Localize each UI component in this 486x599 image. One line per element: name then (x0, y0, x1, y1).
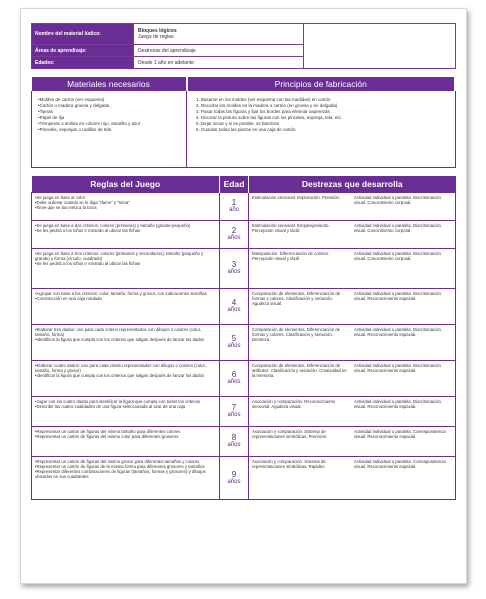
age-cell (220, 456, 249, 499)
age-unit: años (227, 442, 241, 448)
age-unit: años (227, 478, 241, 485)
rule-item: • Se juega en base al color (35, 195, 216, 200)
age-number: 5 (231, 334, 237, 343)
rules-cell (32, 360, 220, 396)
name-value (134, 24, 304, 45)
age-cell (220, 324, 249, 360)
age-number: 3 (231, 260, 237, 269)
rules-cell (32, 192, 220, 220)
skills-text: Comparación de elementos. Diferenciación de formas y colores. Clasificación y seriación. Destreza. (252, 326, 341, 343)
rules-cell (32, 456, 220, 499)
edades-value: Desde 1 año en adelante (134, 57, 304, 69)
rules-body (32, 192, 456, 499)
table-row (32, 456, 456, 499)
destrezas-columns (252, 195, 452, 206)
destrezas-cell (249, 360, 456, 396)
areas-text: Actividad individual o paralela. Discriminación visual. Conocimiento corporal. (354, 250, 441, 261)
age-unit: años (227, 235, 241, 241)
age-number: 2 (231, 226, 237, 235)
rule-item: • Debe ordenar cuando se le diga "dame" y "toma" (35, 200, 216, 205)
image-placeholder (304, 24, 456, 69)
rules-list (35, 195, 216, 211)
skills-text: Estimulación sensorial. Exploración. Prensión. (252, 194, 341, 200)
areas-text: Actividad individual o paralela. Discriminación visual. Reconocimiento espacial. (354, 362, 441, 373)
age-cell (220, 220, 249, 248)
age-number: 1 (231, 198, 237, 207)
rules-cell (32, 248, 220, 288)
materiales-item: • Témperas o anilina en colores rojo, amarillo y azul (38, 121, 180, 127)
age-unit: años (227, 307, 241, 313)
rule-item: • Jugar con los cuatro dados para identificar la figura que cumpla con todos los criterios (35, 399, 216, 404)
destrezas-cell (249, 324, 456, 360)
rules-list (35, 363, 216, 379)
name-value-title: Bloques lógicos (138, 28, 177, 34)
destrezas-cell (249, 426, 456, 456)
table-row (32, 324, 456, 360)
destrezas-cell (249, 288, 456, 324)
areas-text: Actividad individual o paralela. Discriminación visual. Reconocimiento espacial. (354, 290, 441, 301)
age-number: 9 (231, 469, 237, 479)
table-row (32, 288, 456, 324)
materiales-list (38, 97, 180, 133)
principios-list (193, 97, 449, 133)
rules-cell (32, 324, 220, 360)
table-row (32, 192, 456, 220)
rule-item: • Se juega en base a dos criterios: colores (primarios) y tamaño (grande-pequeño) (35, 223, 216, 228)
destrezas-columns (252, 327, 452, 343)
destrezas-cell (249, 220, 456, 248)
principios-item: 1. Basarse en los moldes (ver esquema con las medidas) en cartón (201, 97, 449, 103)
age-cell (220, 426, 249, 456)
rule-item: • Representar diferentes combinaciones de figuras (tamaños, formas y grosores) y dibujos ubicados en sus cuadrantes (35, 469, 216, 480)
col-destrezas-header: Destrezas que desarrolla (249, 176, 456, 193)
document-page (20, 8, 467, 584)
rules-list (35, 291, 216, 302)
destrezas-columns (252, 459, 452, 470)
rule-item: • Se les pedirá a los niños ir mirando al ubicar las fichas (35, 261, 216, 266)
rule-item: • Describir las cuatro cualidades de una figura seleccionada al azar de una caja (35, 404, 216, 409)
rule-item: • Construcción en una caja rotulada (35, 296, 216, 301)
table-row (32, 220, 456, 248)
destrezas-columns (252, 251, 452, 262)
rules-cell (32, 288, 220, 324)
skills-text: Asociación y comparación. Reconocimiento sensorial. Agudeza visual. (252, 398, 336, 409)
areas-text: Actividad individual o paralela. Discriminación visual. Conocimiento corporal. (354, 222, 441, 233)
skills-text: Asociación y comparación. Sistema de representaciones simbólicas. Precisión. (252, 428, 328, 439)
areas-text: Actividad individual o paralela. Discriminación visual. Reconocimiento espacial. (354, 326, 441, 337)
age-cell (220, 396, 249, 426)
materials-principles-table (31, 77, 456, 168)
rules-table (31, 176, 456, 500)
rule-item: • Representar un cartón de figuras del mismo color para diferentes grosores (35, 434, 216, 439)
table-row (32, 426, 456, 456)
areas-text: Actividad individual o paralela. Correspondencia visual. Reconocimiento espacial. (354, 428, 446, 439)
age-cell (220, 288, 249, 324)
destrezas-cell (249, 456, 456, 499)
rule-item: • Identificar la figura que cumpla con los criterios que salgan después de lanzar los dados (35, 337, 216, 342)
rule-item: • Se les pedirá a los niños ir mirando al ubicar las fichas (35, 228, 216, 233)
destrezas-columns (252, 399, 452, 410)
principios-item: 5. Dejar secar y si es posible, se barnizan (201, 121, 449, 127)
rule-item: • Identificar la figura que cumpla con los criterios que salgan después de lanzar los dados (35, 373, 216, 378)
rules-cell (32, 220, 220, 248)
areas-label: Áreas de aprendizaje: (32, 45, 134, 57)
materiales-cell (32, 91, 187, 167)
col-edad-header: Edad (220, 176, 249, 193)
principios-heading: Principios de fabricación (187, 77, 456, 91)
age-unit: años (227, 412, 241, 418)
areas-text: Actividad individual o paralela. Discriminación visual. Reconocimiento espacial. (354, 398, 441, 409)
areas-text: Actividad individual o paralela. Correspondencia visual. Reconocimiento espacial. (354, 458, 446, 469)
age-number: 6 (231, 370, 237, 379)
rules-list (35, 327, 216, 343)
rule-item: • Elaborar tres dados: uno para cada criterio representados con dibujos o colores (color, tamaño, forma) (35, 327, 216, 338)
edades-label: Edades: (32, 57, 134, 69)
skills-text: Manipulación. Diferenciación de colores. Percepción visual y táctil. (252, 250, 330, 261)
age-number: 4 (231, 298, 237, 307)
header-table (31, 23, 456, 69)
materiales-item: • Cartón o madera gruesa y delgada (38, 103, 180, 109)
materiales-heading: Materiales necesarios (32, 77, 187, 91)
rule-item: • Se juega en base a tres criterios: colores (primarios y secundarios), tamaño (pequeño y grande) y forma (círculo, cuadrado) (35, 251, 216, 262)
materiales-item: • Pinceles, esponjas o rodillos de tela (38, 127, 180, 133)
materiales-item: • Tijeras (38, 109, 180, 115)
rules-list (35, 223, 216, 234)
principios-item: 3. Pasar todas las figuras y lijar los bordes para eliminar asperezas (201, 109, 449, 115)
rule-item: • Elaborar cuatro dados: uno para cada criterio representados con dibujos o colores (color, tamaño, forma y grosor) (35, 363, 216, 374)
age-cell (220, 192, 249, 220)
rules-list (35, 459, 216, 480)
areas-value: Destrezas del aprendizaje (134, 45, 304, 57)
skills-text: Asociación y comparación. Sistema de representaciones simbólicas. Rapidez. (252, 458, 326, 469)
destrezas-columns (252, 223, 452, 234)
skills-text: Comparación de elementos. Diferenciación de formas y colores. Clasificación y seriación. Agudeza visual. (252, 290, 341, 307)
name-label: Nombre del material lúdico: (32, 24, 134, 45)
rules-cell (32, 396, 220, 426)
materiales-item: • Moldes de cartón (ver esquema) (38, 97, 180, 103)
age-unit: años (227, 379, 241, 385)
rule-item: • Representar un cartón de figuras del mismo tamaño para diferentes colores (35, 429, 216, 434)
age-unit: año (228, 207, 239, 213)
table-row (32, 360, 456, 396)
destrezas-cell (249, 396, 456, 426)
rule-item: • Representar un cartón de figuras de la misma forma para diferentes grosores y tamaños (35, 464, 216, 469)
skills-text: Comparación de elementos. Diferenciación de atributos. Clasificación y seriación. Creatividad en la memoria. (252, 362, 347, 379)
rules-list (35, 251, 216, 267)
materiales-item: • Papel de lija (38, 115, 180, 121)
destrezas-columns (252, 291, 452, 307)
age-unit: años (227, 269, 241, 275)
rule-item: • Sirve que se las meta a la boca (35, 205, 216, 210)
table-row (32, 248, 456, 288)
col-reglas-header: Reglas del Juego (32, 176, 220, 193)
age-unit: años (227, 343, 241, 349)
age-cell (220, 360, 249, 396)
rules-list (35, 399, 216, 410)
age-number: 7 (231, 403, 237, 412)
destrezas-cell (249, 192, 456, 220)
rule-item: • Representar un cartón de figuras del mismo grosor para diferentes tamaños y colores (35, 459, 216, 464)
destrezas-cell (249, 248, 456, 288)
principios-cell (187, 91, 456, 167)
destrezas-columns (252, 363, 452, 379)
rules-cell (32, 426, 220, 456)
rules-list (35, 429, 216, 440)
age-number: 8 (231, 433, 237, 442)
principios-item: 2. Recortar los moldes en la madera o cartón (en gruesa y en delgada) (201, 103, 449, 109)
name-value-sub: Juego de reglas (138, 34, 174, 40)
principios-item: 4. Decorar la pintura sobre las figuras con los pinceles, esponja, tela, etc. (201, 115, 449, 121)
skills-text: Estimulación sensorial. Emparejamiento. Percepción visual y táctil. (252, 222, 330, 233)
areas-text: Actividad individual o paralela. Discriminación visual. Conocimiento corporal. (354, 194, 441, 205)
destrezas-columns (252, 429, 452, 440)
rule-item: • Agrupar con base a los criterios: color, tamaño, forma y grosor, con indicaciones sencillas (35, 291, 216, 296)
principios-item: 6. Guardar todas las piezas en una caja de cartón (201, 127, 449, 133)
table-row (32, 396, 456, 426)
age-cell (220, 248, 249, 288)
